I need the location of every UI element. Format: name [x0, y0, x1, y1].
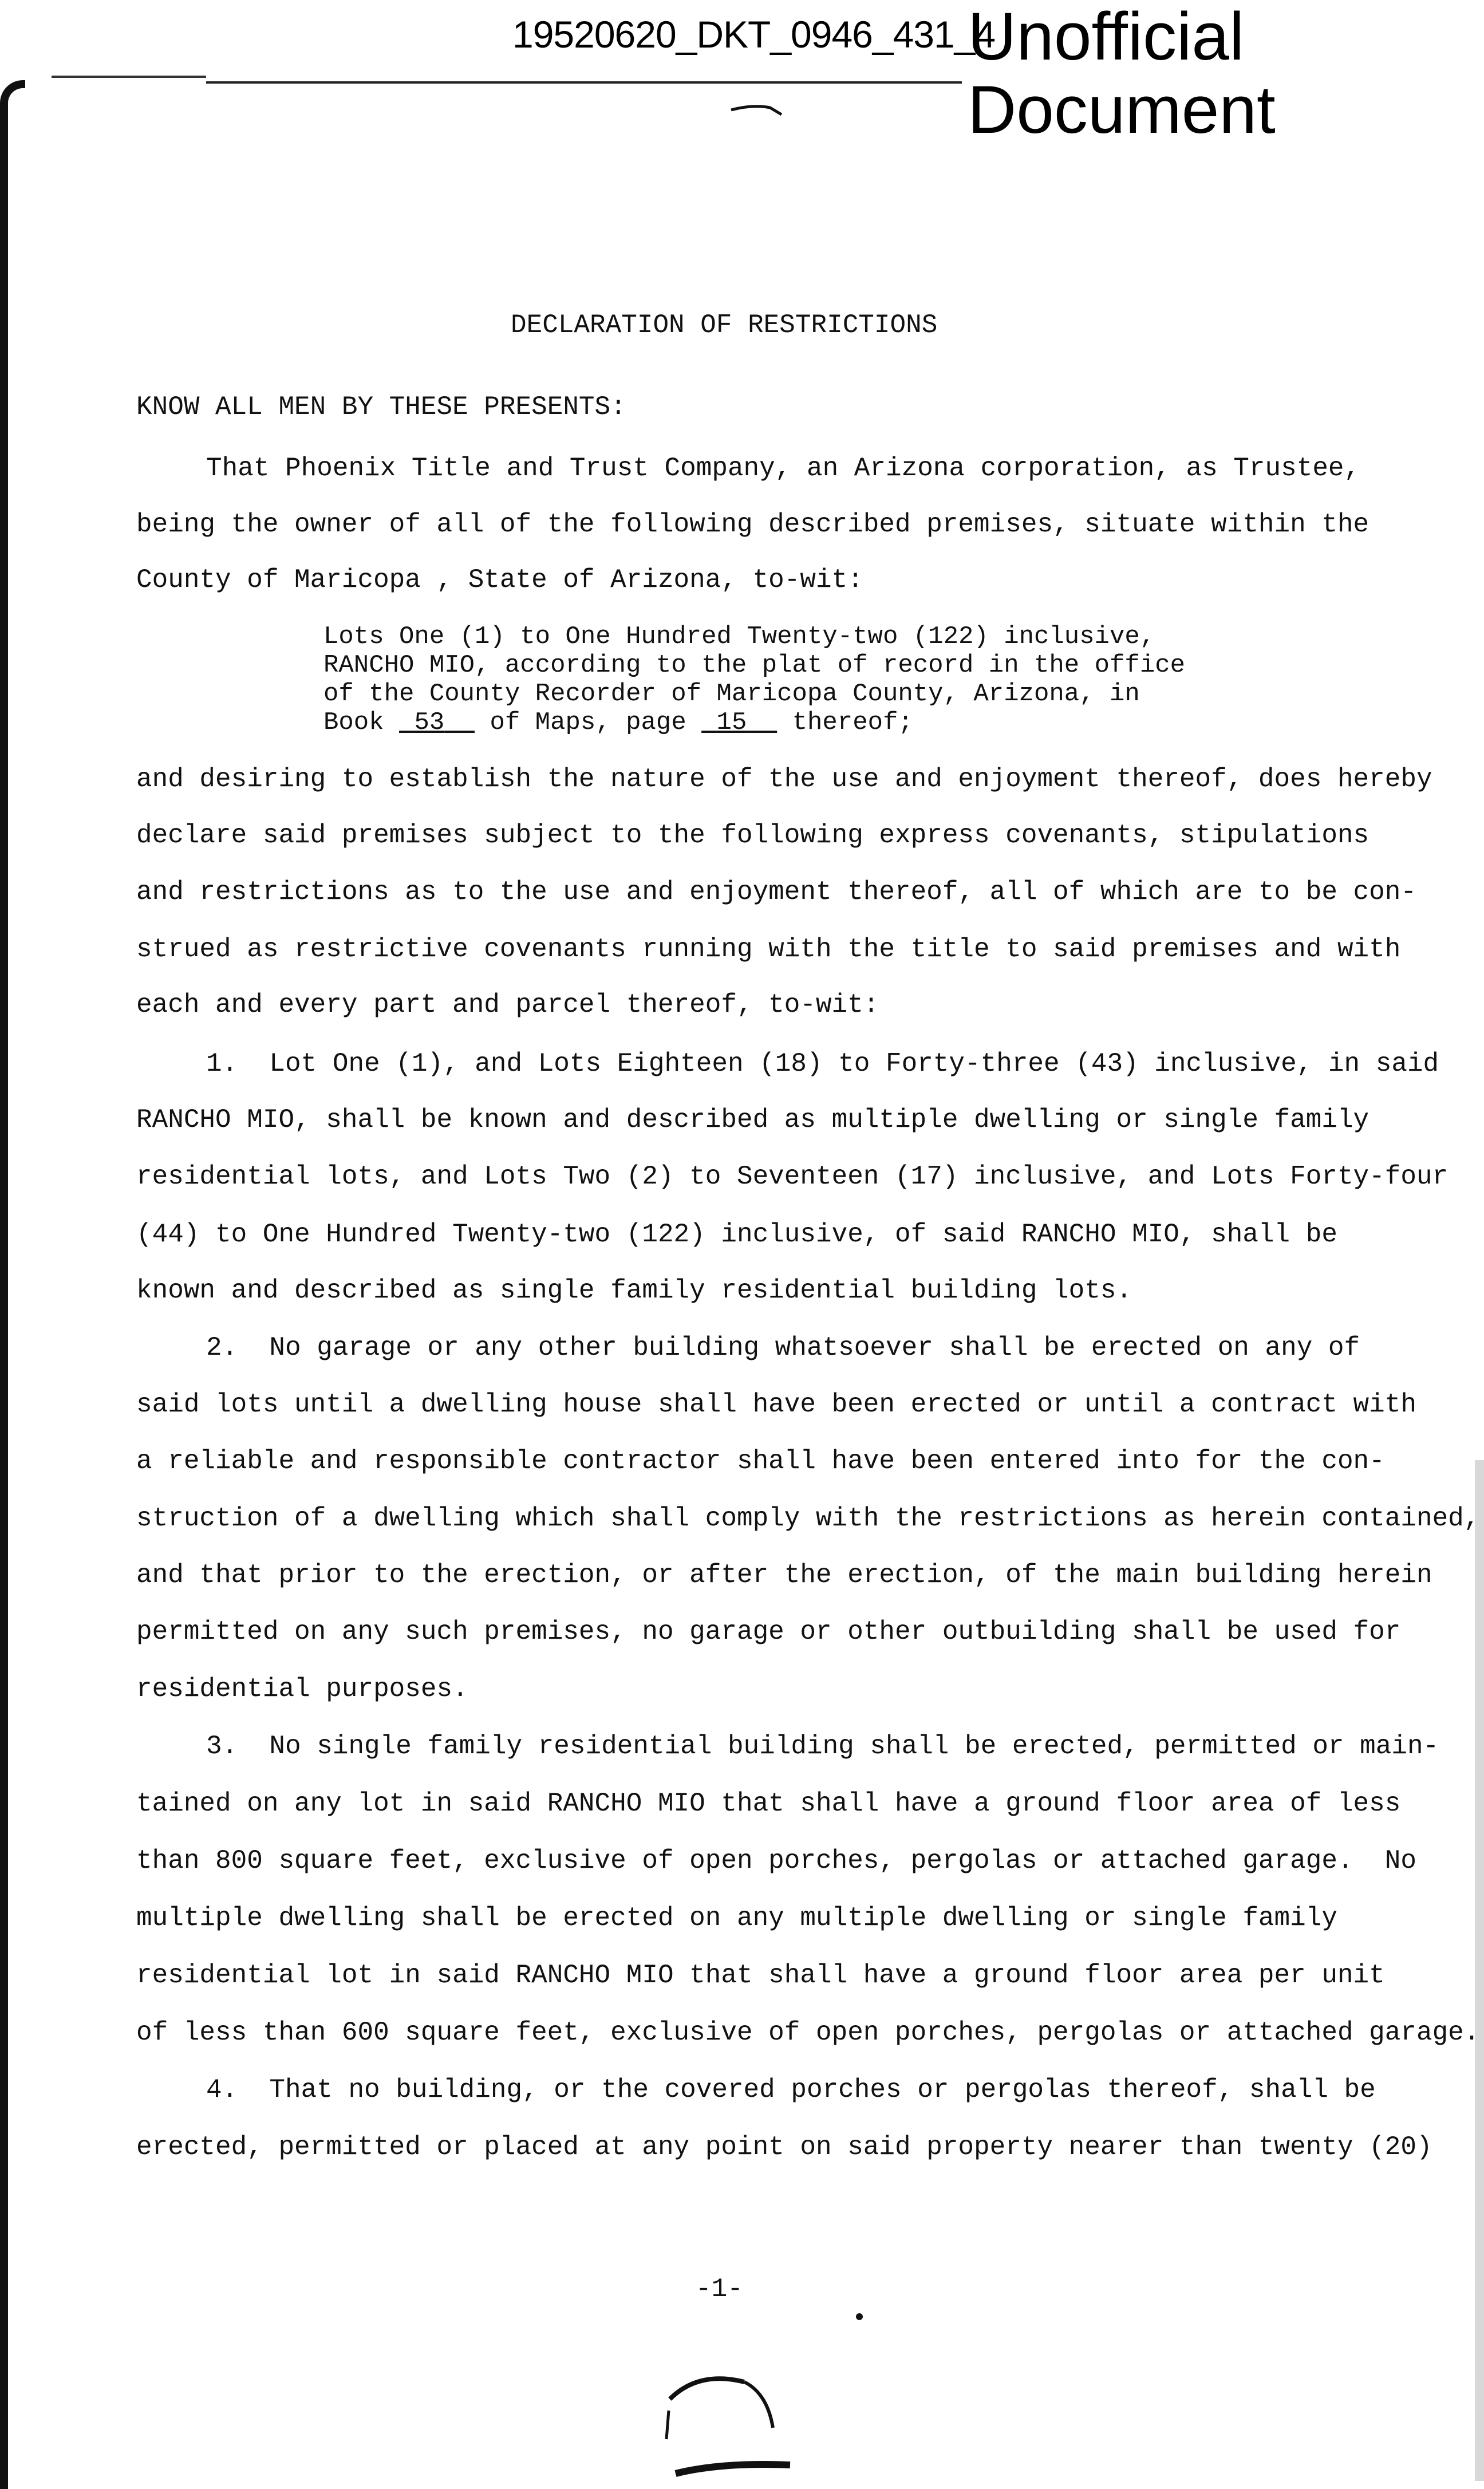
text-line: 2. No garage or any other building whatsoever shall be erected on any of [206, 1333, 1360, 1363]
book-middle: of Maps, page [490, 708, 686, 737]
text-line: and that prior to the erection, or after the erection, of the main building herein [136, 1560, 1432, 1590]
text-line: of the County Recorder of Maricopa County, Arizona, in [323, 680, 1140, 708]
ink-dot [856, 2313, 863, 2320]
text-line: tained on any lot in said RANCHO MIO that shall have a ground floor area of less [136, 1789, 1401, 1819]
text-line: 3. No single family residential building shall be erected, permitted or main- [206, 1731, 1439, 1761]
text-line: RANCHO MIO, according to the plat of record in the office [323, 651, 1186, 680]
watermark-line-2: Document [968, 72, 1276, 148]
text-line: and desiring to establish the nature of the use and enjoyment thereof, does hereby [136, 764, 1432, 794]
top-rule-left [52, 76, 206, 78]
text-line: being the owner of all of the following described premises, situate within the [136, 510, 1369, 539]
text-line: That Phoenix Title and Trust Company, an Arizona corporation, as Trustee, [206, 453, 1360, 483]
text-line: known and described as single family residential building lots. [136, 1276, 1132, 1305]
book-reference-line [323, 708, 913, 737]
page-reference-number: 15 [716, 708, 747, 737]
binding-mark [653, 2348, 824, 2481]
text-line: than 800 square feet, exclusive of open porches, pergolas or attached garage. No [136, 1846, 1416, 1876]
page-left-edge [0, 80, 25, 2489]
text-line: multiple dwelling shall be erected on any multiple dwelling or single family [136, 1903, 1337, 1933]
text-line: 4. That no building, or the covered porches or pergolas thereof, shall be [206, 2075, 1376, 2105]
text-line: RANCHO MIO, shall be known and described as multiple dwelling or single family [136, 1105, 1369, 1135]
text-line: strued as restrictive covenants running with the title to said premises and with [136, 934, 1401, 964]
pen-mark [730, 102, 787, 119]
preamble: KNOW ALL MEN BY THESE PRESENTS: [136, 392, 626, 422]
document-title: DECLARATION OF RESTRICTIONS [511, 310, 938, 340]
book-number: 53 [414, 708, 445, 737]
page-number: -1- [696, 2274, 743, 2304]
book-suffix: thereof; [792, 708, 913, 737]
top-rule [206, 81, 962, 84]
text-line: (44) to One Hundred Twenty-two (122) inclusive, of said RANCHO MIO, shall be [136, 1220, 1337, 1249]
page-right-edge [1475, 1460, 1484, 2481]
text-line: struction of a dwelling which shall comply with the restrictions as herein contained, [136, 1504, 1480, 1533]
book-prefix: Book [323, 708, 384, 737]
text-line: and restrictions as to the use and enjoyment thereof, all of which are to be con- [136, 877, 1416, 907]
text-line: a reliable and responsible contractor shall have been entered into for the con- [136, 1446, 1385, 1476]
text-line: each and every part and parcel thereof, to-wit: [136, 990, 879, 1020]
text-line: declare said premises subject to the following express covenants, stipulations [136, 821, 1369, 850]
text-line: of less than 600 square feet, exclusive of open porches, pergolas or attached garage. [136, 2018, 1480, 2048]
text-line: permitted on any such premises, no garage or other outbuilding shall be used for [136, 1617, 1401, 1647]
text-line: erected, permitted or placed at any point on said property nearer than twenty (20) [136, 2132, 1432, 2162]
unofficial-document-watermark [968, 0, 1276, 147]
text-line: 1. Lot One (1), and Lots Eighteen (18) to Forty-three (43) inclusive, in said [206, 1049, 1439, 1079]
watermark-line-1: Unofficial [968, 0, 1245, 74]
text-line: said lots until a dwelling house shall have been erected or until a contract with [136, 1390, 1416, 1419]
text-line: County of Maricopa , State of Arizona, to-wit: [136, 565, 863, 595]
text-line: residential purposes. [136, 1674, 468, 1704]
text-line: residential lot in said RANCHO MIO that shall have a ground floor area per unit [136, 1961, 1385, 1990]
text-line: residential lots, and Lots Two (2) to Seventeen (17) inclusive, and Lots Forty-four [136, 1162, 1449, 1192]
text-line: Lots One (1) to One Hundred Twenty-two (122) inclusive, [323, 622, 1155, 651]
document-id-stamp: 19520620_DKT_0946_431_4 [512, 13, 996, 56]
